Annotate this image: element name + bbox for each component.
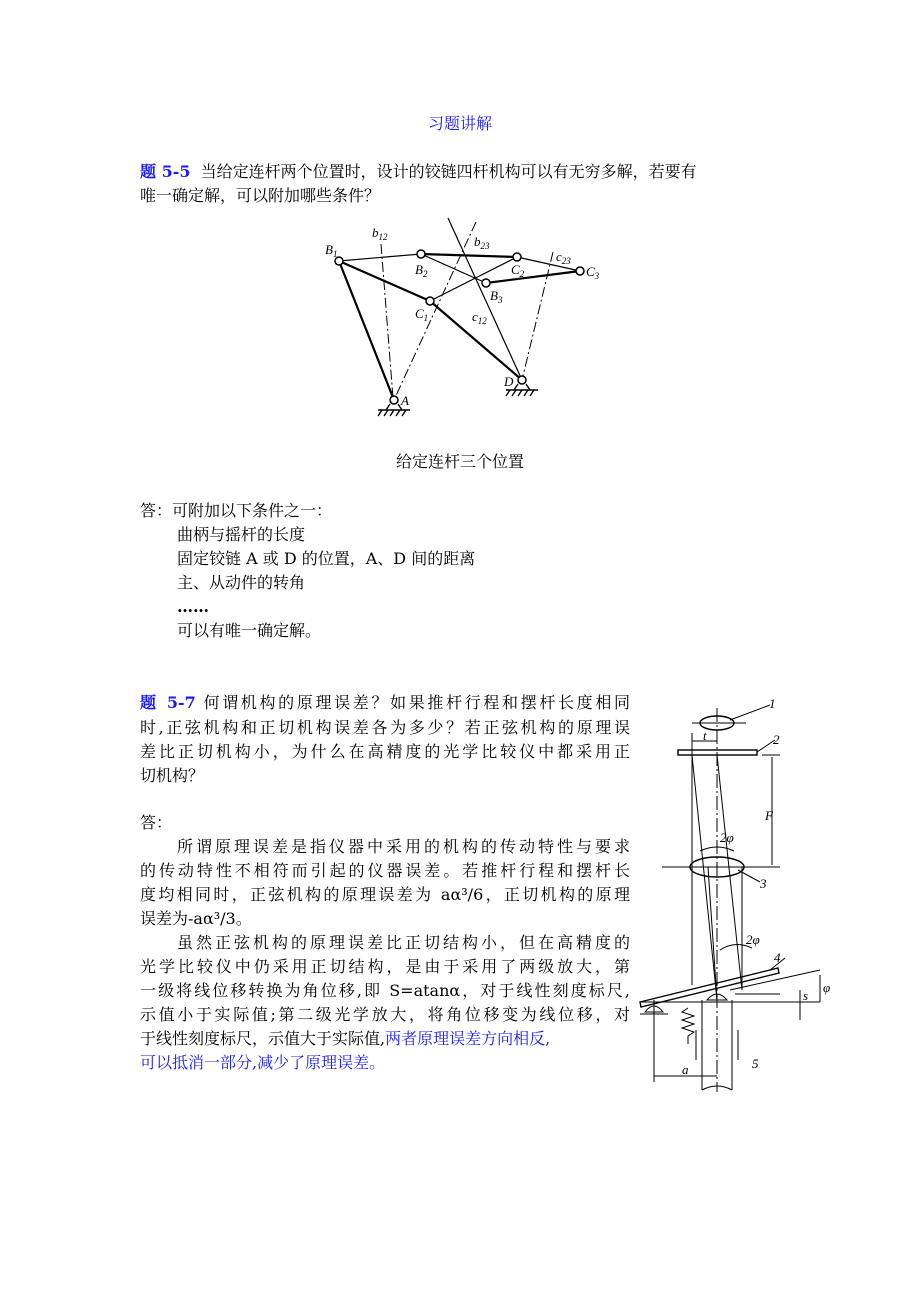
label-C2: $C_2$ xyxy=(511,262,525,279)
answer-paragraph-line: 度均相同时，正弦机构的原理误差为 aα³/6，正切机构的原理 xyxy=(140,885,630,904)
answer-paragraph-line: 光学比较仪中仍采用正切结构，是由于采用了两级放大，第 xyxy=(140,957,630,976)
label-4: 4 xyxy=(774,950,781,965)
label-D: D xyxy=(504,374,514,389)
label-B1: $B_1$ xyxy=(325,242,338,259)
highlighted-conclusion: 两者原理误差方向相反, xyxy=(385,1029,551,1048)
answer-intro: 答：可附加以下条件之一： xyxy=(140,501,333,520)
question-5-7-line: 差比正切机构小，为什么在高精度的光学比较仪中都采用正 xyxy=(140,742,630,761)
label-5: 5 xyxy=(752,1056,759,1071)
question-label: 题 5-7 xyxy=(140,693,196,712)
answer-paragraph-line: 所谓原理误差是指仪器中采用的机构的传动特性与要求 xyxy=(177,837,630,856)
figure-caption: 给定连杆三个位置 xyxy=(395,452,524,471)
label-c23: $c_{23}$ xyxy=(556,249,571,266)
label-1: 1 xyxy=(769,696,776,711)
question-5-5-line-2: 唯一确定解，可以附加哪些条件？ xyxy=(140,186,381,205)
answer-item: 固定铰链 A 或 D 的位置，A、D 间的距离 xyxy=(177,549,476,568)
question-5-7-line-1 xyxy=(140,691,630,715)
answer-item: 曲柄与摇杆的长度 xyxy=(177,525,306,544)
page-title: 习题讲解 xyxy=(427,114,492,133)
optical-comparator-figure xyxy=(640,705,820,1092)
label-a: a xyxy=(682,1062,689,1077)
label-3: 3 xyxy=(760,876,767,891)
answer-item: …… xyxy=(177,597,209,616)
label-c12: $c_{12}$ xyxy=(472,309,487,326)
answer-label: 答： xyxy=(140,813,173,832)
answer-text: 于线性刻度标尺，示值大于实际值, xyxy=(140,1029,386,1048)
label-C1: $C_1$ xyxy=(415,306,429,323)
highlighted-conclusion: 可以抵消一部分,减少了原理误差。 xyxy=(140,1053,386,1072)
answer-paragraph-line: 的传动特性不相符而引起的仪器误差。若推杆行程和摆杆长 xyxy=(140,861,630,880)
label-A: A xyxy=(401,393,409,408)
answer-paragraph-line xyxy=(140,1027,550,1051)
label-t: t xyxy=(703,728,707,743)
label-2: 2 xyxy=(773,732,780,747)
question-5-7-line: 时,正弦机构和正切机构误差各为多少？若正弦机构的原理误 xyxy=(140,718,630,737)
label-b12: $b_{12}$ xyxy=(372,225,388,242)
label-B3: $B_3$ xyxy=(490,288,503,305)
answer-paragraph-line: 误差为-aα³/3。 xyxy=(140,909,252,928)
question-text: 何谓机构的原理误差？如果推杆行程和摆杆长度相同 xyxy=(203,693,630,712)
label-B2: $B_2$ xyxy=(415,262,428,279)
answer-item: 主、从动件的转角 xyxy=(177,573,306,592)
label-F: F xyxy=(765,808,773,823)
label-2phi-upper: 2φ xyxy=(720,830,734,845)
label-C3: $C_3$ xyxy=(586,264,600,281)
question-5-7-line: 切机构？ xyxy=(140,766,205,785)
question-label: 题 5-5 xyxy=(140,162,191,181)
label-phi: φ xyxy=(823,980,831,995)
question-text: 当给定连杆两个位置时，设计的铰链四杆机构可以有无穷多解，若要有 xyxy=(200,162,697,181)
answer-paragraph-line: 一级将线位移转换为角位移,即 S=atanα，对于线性刻度标尺, xyxy=(140,981,630,1000)
label-2phi-lower: 2φ xyxy=(746,932,760,947)
answer-paragraph-line: 虽然正弦机构的原理误差比正切结构小，但在高精度的 xyxy=(177,933,630,952)
answer-paragraph-line: 示值小于实际值;第二级光学放大，将角位移变为线位移，对 xyxy=(140,1005,630,1024)
label-b23: $b_{23}$ xyxy=(474,234,490,251)
answer-item: 可以有唯一确定解。 xyxy=(177,621,322,640)
label-s: s xyxy=(803,988,809,1003)
